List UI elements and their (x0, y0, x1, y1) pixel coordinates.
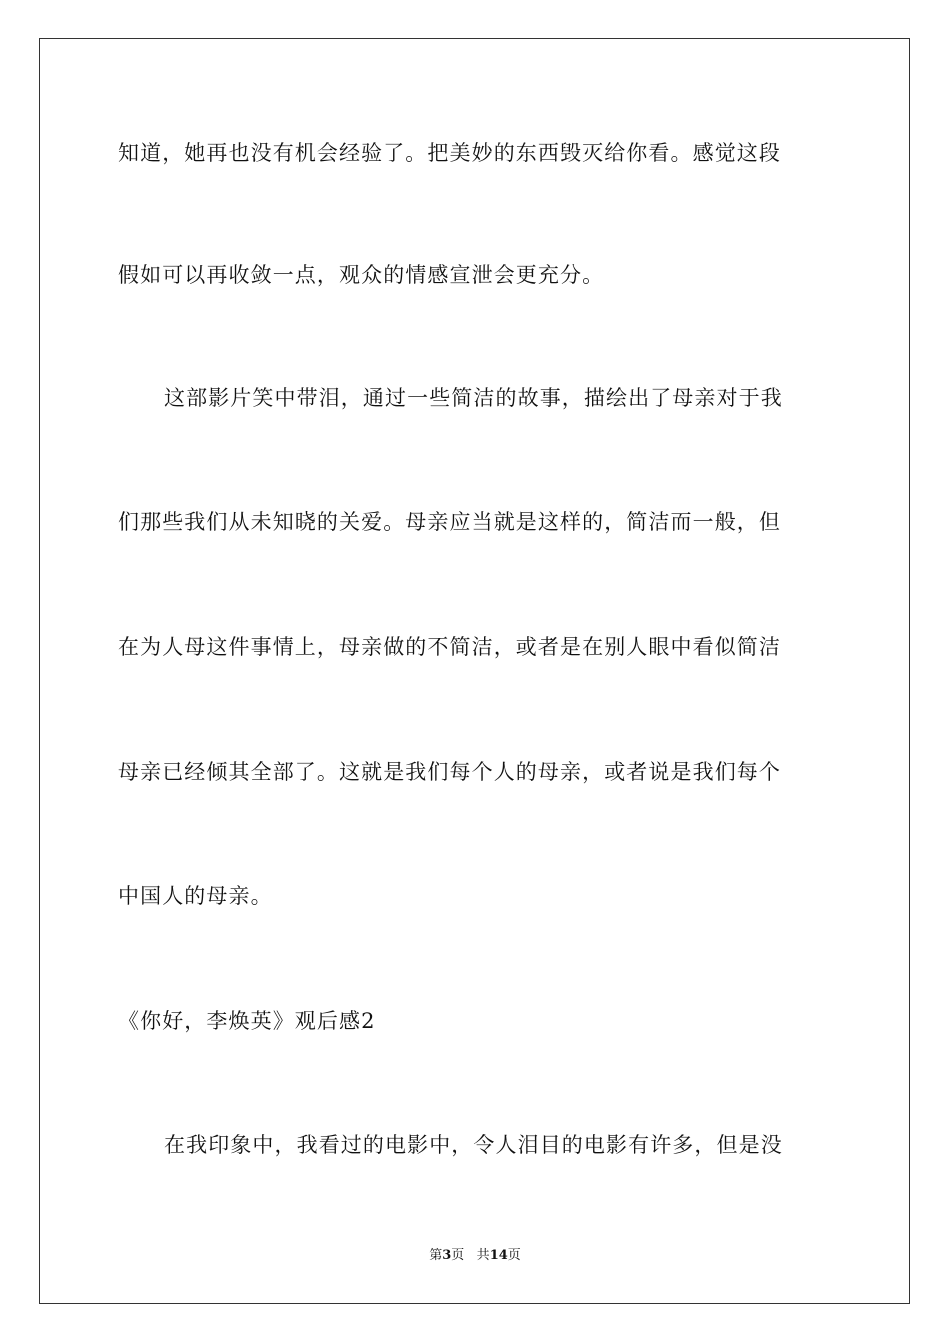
total-prefix: 共 (476, 1248, 490, 1263)
text-line: 假如可以再收敛一点，观众的情感宣泄会更充分。 (118, 263, 605, 287)
page-prefix: 第 (429, 1248, 443, 1263)
text-line: 母亲已经倾其全部了。这就是我们每个人的母亲，或者说是我们每个 (118, 760, 781, 784)
text-line: 们那些我们从未知晓的关爱。母亲应当就是这样的，简洁而一般，但 (118, 510, 781, 534)
total-pages: 14 (489, 1248, 508, 1263)
text-line: 中国人的母亲。 (118, 884, 273, 908)
text-line: 知道，她再也没有机会经验了。把美妙的东西毁灭给你看。感觉这段 (118, 141, 781, 165)
section-heading: 《你好，李焕英》观后感2 (118, 1009, 376, 1033)
page-number: 3 (442, 1248, 452, 1263)
text-line: 在为人母这件事情上，母亲做的不简洁，或者是在别人眼中看似简洁 (118, 635, 781, 659)
page-border (39, 38, 910, 1304)
total-suffix: 页 (507, 1248, 521, 1263)
paragraph-start-line: 这部影片笑中带泪，通过一些简洁的故事，描绘出了母亲对于我 (164, 386, 783, 410)
paragraph-start-line: 在我印象中，我看过的电影中，令人泪目的电影有许多，但是没 (164, 1133, 783, 1157)
page-footer (0, 1247, 950, 1265)
page-suffix: 页 (451, 1248, 465, 1263)
